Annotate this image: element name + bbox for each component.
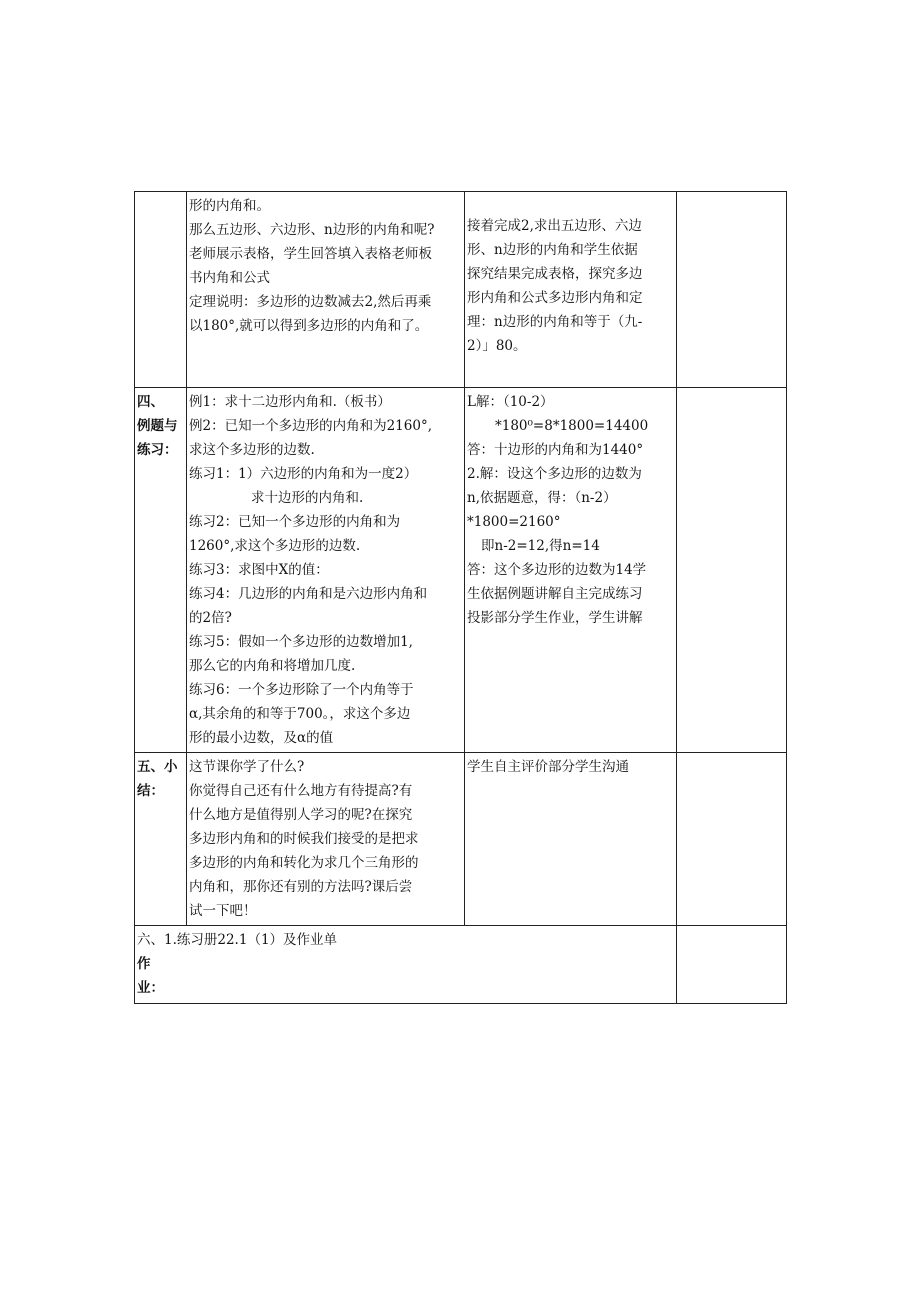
lesson-plan-table [134, 191, 787, 1004]
text-line: 学生自主评价部分学生沟通 [467, 759, 629, 775]
text-line: 练习1：1）六边形的内角和为一度2） [189, 466, 418, 482]
text-line: 那么它的内角和将增加几度. [189, 658, 356, 674]
text-line: 多边形内角和的时候我们接受的是把求 [189, 831, 419, 847]
text-line: 2.解：设这个多边形的边数为 [467, 466, 642, 482]
homework-heading: 业： [137, 980, 164, 996]
intro-head-cell [135, 192, 187, 388]
text-line: 即n-2=12,得n=14 [481, 538, 600, 554]
text-line: 探究结果完成表格，探究多边 [467, 266, 643, 282]
homework-line: 六、1.练习册22.1（1）及作业单 [137, 932, 338, 948]
row-summary [135, 753, 787, 926]
section-heading: 练习： [137, 442, 178, 458]
summary-student-cell [465, 753, 677, 926]
text-line: 1260°,求这个多边形的边数. [189, 538, 361, 554]
text-line: 练习3：求图中X的值： [189, 562, 329, 578]
text-line: 书内角和公式 [189, 270, 270, 286]
practice-head-cell [135, 388, 187, 753]
text-line: *1800=2160° [467, 514, 561, 530]
homework-heading: 作 [137, 956, 151, 972]
intro-student-cell [465, 192, 677, 388]
text-line: n,依据题意，得：（n-2） [467, 490, 617, 506]
text-line: L解：（10-2） [467, 394, 554, 410]
text-line: 这节课你学了什么? [189, 759, 305, 775]
text-line: 2）」80。 [467, 338, 527, 354]
text-line: 求这个多边形的边数. [189, 442, 315, 458]
text-line: 形的最小边数，及α的值 [189, 730, 334, 746]
text-line: 的2倍? [189, 610, 232, 626]
text-line: 形的内角和。 [189, 198, 270, 214]
text-line: 答：十边形的内角和为1440° [467, 442, 644, 458]
summary-notes-cell [677, 753, 787, 926]
intro-teacher-cell [187, 192, 465, 388]
text-line: α,其余角的和等于700。，求这个多边 [189, 706, 411, 722]
text-line: 理：n边形的内角和等于（九- [467, 314, 643, 330]
text-line: 练习2：已知一个多边形的内角和为 [189, 514, 401, 530]
homework-cell [135, 926, 677, 1004]
practice-teacher-cell [187, 388, 465, 753]
summary-head-cell [135, 753, 187, 926]
text-line: 多边形的内角和转化为求几个三角形的 [189, 855, 419, 871]
text-line: 练习4：几边形的内角和是六边形内角和 [189, 586, 428, 602]
text-line: 例1：求十二边形内角和.（板书） [189, 394, 391, 410]
intro-notes-cell [677, 192, 787, 388]
row-practice [135, 388, 787, 753]
text-line: 练习6：一个多边形除了一个内角等于 [189, 682, 414, 698]
text-line: 接着完成2,求出五边形、六边 [467, 218, 642, 234]
text-line: 老师展示表格，学生回答填入表格老师板 [189, 246, 432, 262]
row-homework [135, 926, 787, 1004]
text-line: 求十边形的内角和. [251, 490, 364, 506]
text-line: 答：这个多边形的边数为14学 [467, 562, 647, 578]
practice-student-cell [465, 388, 677, 753]
section-heading: 结： [137, 783, 164, 799]
homework-notes-cell [677, 926, 787, 1004]
row-intro [135, 192, 787, 388]
text-line: 那么五边形、六边形、n边形的内角和呢? [189, 222, 435, 238]
text-line: 试一下吧！ [189, 903, 257, 919]
text-line: 形、n边形的内角和学生依据 [467, 242, 638, 258]
text-line: 以180°,就可以得到多边形的内角和了。 [189, 318, 429, 334]
text-line: 什么地方是值得别人学习的呢?在探究 [189, 807, 413, 823]
section-heading: 例题与 [137, 418, 178, 434]
text-line: 你觉得自己还有什么地方有待提高?有 [189, 783, 413, 799]
text-line: 形内角和公式多边形内角和定 [467, 290, 643, 306]
text-line: 例2：已知一个多边形的内角和为2160°, [189, 418, 432, 434]
text-line: *180⁰=8*1800=14400 [495, 418, 649, 434]
text-line: 定理说明：多边形的边数减去2,然后再乘 [189, 294, 432, 310]
section-heading: 四、 [137, 394, 164, 410]
text-line: 练习5：假如一个多边形的边数增加1, [189, 634, 413, 650]
text-line: 生依据例题讲解自主完成练习 [467, 586, 643, 602]
practice-notes-cell [677, 388, 787, 753]
text-line: 内角和，那你还有别的方法吗?课后尝 [189, 879, 413, 895]
text-line: 投影部分学生作业，学生讲解 [467, 610, 643, 626]
section-heading: 五、小 [137, 759, 178, 775]
summary-teacher-cell [187, 753, 465, 926]
